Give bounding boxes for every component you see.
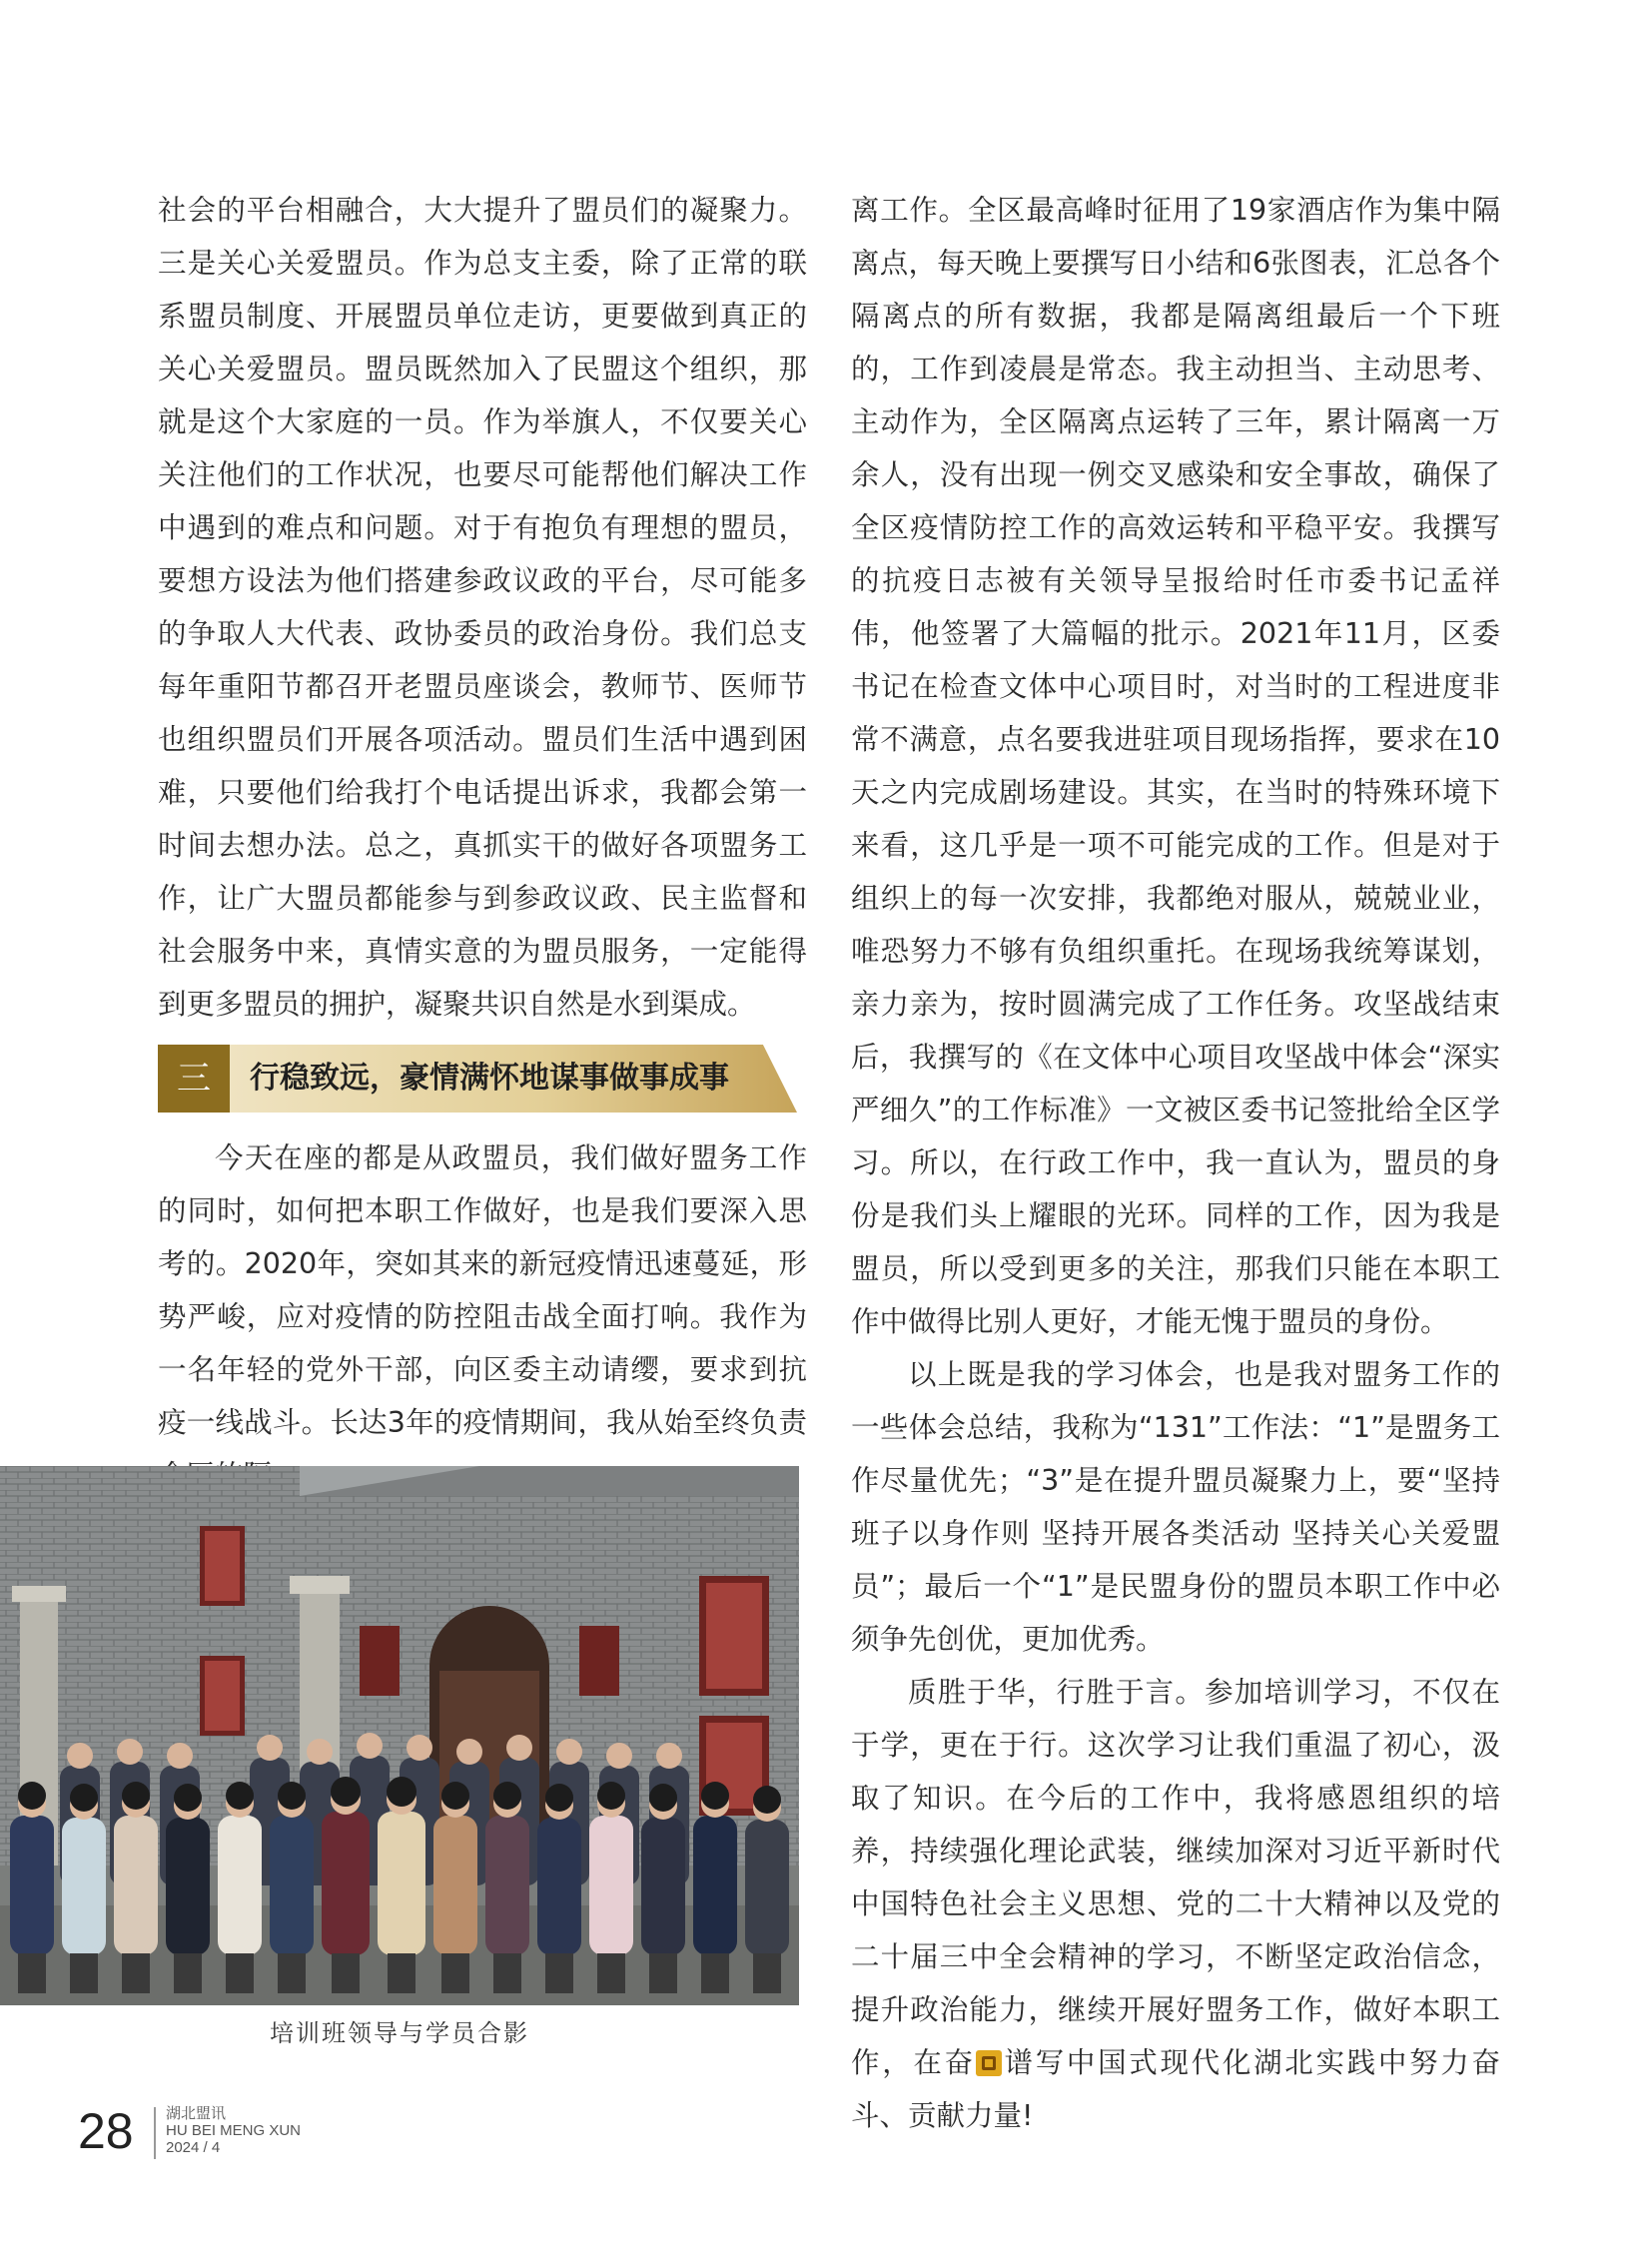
end-mark-icon	[976, 2050, 1002, 2076]
right-paragraph-1: 离工作。全区最高峰时征用了19家酒店作为集中隔离点，每天晚上要撰写日小结和6张图表，汇总各个隔离点的所有数据，我都是隔离组最后一个下班的，工作到凌晨是常态。我主动担当、主动思考、主动作为，全区隔离点运转了三年，累计隔离一万余人，没有出现一例交叉感染和安全事故，确保了全区疫情防控工作的高效运转和平稳平安。我撰写的抗疫日志被有关领导呈报给时任市委书记孟祥伟，他签署了大篇幅的批示。2021年11月，区委书记在检查文体中心项目时，对当时的工程进度非常不满意，点名要我进驻项目现场指挥，要求在10天之内完成剧场建设。其实，在当时的特殊环境下来看，这几乎是一项不可能完成的工作。但是对于组织上的每一次安排，我都绝对服从，兢兢业业，唯恐努力不够有负组织重托。在现场我统筹谋划，亲力亲为，按时圆满完成了工作任务。攻坚战结束后，我撰写的《在文体中心项目攻坚战中体会“深实严细久”的工作标准》一文被区委书记签批给全区学习。所以，在行政工作中，我一直认为，盟员的身份是我们头上耀眼的光环。同样的工作，因为我是盟员，所以受到更多的关注，那我们只能在本职工作中做得比别人更好，才能无愧于盟员的身份。	[851, 194, 1500, 1338]
photo-caption: 培训班领导与学员合影	[270, 2019, 529, 2047]
left-column	[158, 184, 807, 1031]
right-paragraph-3-tail: 谱写中国式现代化湖北实践中努力奋斗、贡献力量!	[851, 2046, 1500, 2132]
magazine-name-en: HU BEI MENG XUN	[166, 2122, 302, 2139]
left-paragraph-1: 社会的平台相融合，大大提升了盟员们的凝聚力。三是关心关爱盟员。作为总支主委，除了正常的联系盟员制度、开展盟员单位走访，更要做到真正的关心关爱盟员。盟员既然加入了民盟这个组织，那就是这个大家庭的一员。作为举旗人，不仅要关心关注他们的工作状况，也要尽可能帮他们解决工作中遇到的难点和问题。对于有抱负有理想的盟员，要想方设法为他们搭建参政议政的平台，尽可能多的争取人大代表、政协委员的政治身份。我们总支每年重阳节都召开老盟员座谈会，教师节、医师节也组织盟员们开展各项活动。盟员们生活中遇到困难，只要他们给我打个电话提出诉求，我都会第一时间去想办法。总之，真抓实干的做好各项盟务工作，让广大盟员都能参与到参政议政、民主监督和社会服务中来，真情实意的为盟员服务，一定能得到更多盟员的拥护，凝聚共识自然是水到渠成。	[158, 194, 807, 1021]
right-paragraph-2: 以上既是我的学习体会，也是我对盟务工作的一些体会总结，我称为“131”工作法：“1”是盟务工作尽量优先；“3”是在提升盟员凝聚力上，要“坚持班子以身作则 坚持开展各类活动 坚持关心关爱盟员”；最后一个“1”是民盟身份的盟员本职工作中必须争先创优，更加优秀。	[851, 1358, 1500, 1656]
right-column	[851, 184, 1500, 2142]
section-heading	[158, 1045, 797, 1113]
group-photo	[0, 1466, 799, 2005]
magazine-issue: 2024 / 4	[166, 2139, 221, 2156]
magazine-info	[166, 2105, 301, 2156]
right-paragraph-3	[851, 1666, 1500, 2142]
magazine-name-cn: 湖北盟讯	[166, 2105, 227, 2122]
left-column-lower	[158, 1131, 807, 1502]
page-number: 28	[78, 2103, 134, 2159]
group-photo-illustration	[0, 1466, 799, 2005]
right-paragraph-3-text: 质胜于华，行胜于言。参加培训学习，不仅在于学，更在于行。这次学习让我们重温了初心，汲取了知识。在今后的工作中，我将感恩组织的培养，持续强化理论武装，继续加深对习近平新时代中国特色社会主义思想、党的二十大精神以及党的二十届三中全会精神的学习，不断坚定政治信念，提升政治能力，继续开展好盟务工作，做好本职工作，在奋	[851, 1676, 1500, 2079]
folio-divider	[154, 2107, 156, 2159]
left-paragraph-2: 今天在座的都是从政盟员，我们做好盟务工作的同时，如何把本职工作做好，也是我们要深入思考的。2020年，突如其来的新冠疫情迅速蔓延，形势严峻，应对疫情的防控阻击战全面打响。我作为一名年轻的党外干部，向区委主动请缨，要求到抗疫一线战斗。长达3年的疫情期间，我从始至终负责	[158, 1141, 807, 1439]
section-title: 行稳致远，豪情满怀地谋事做事成事	[250, 1061, 729, 1096]
section-number: 三	[158, 1045, 230, 1113]
